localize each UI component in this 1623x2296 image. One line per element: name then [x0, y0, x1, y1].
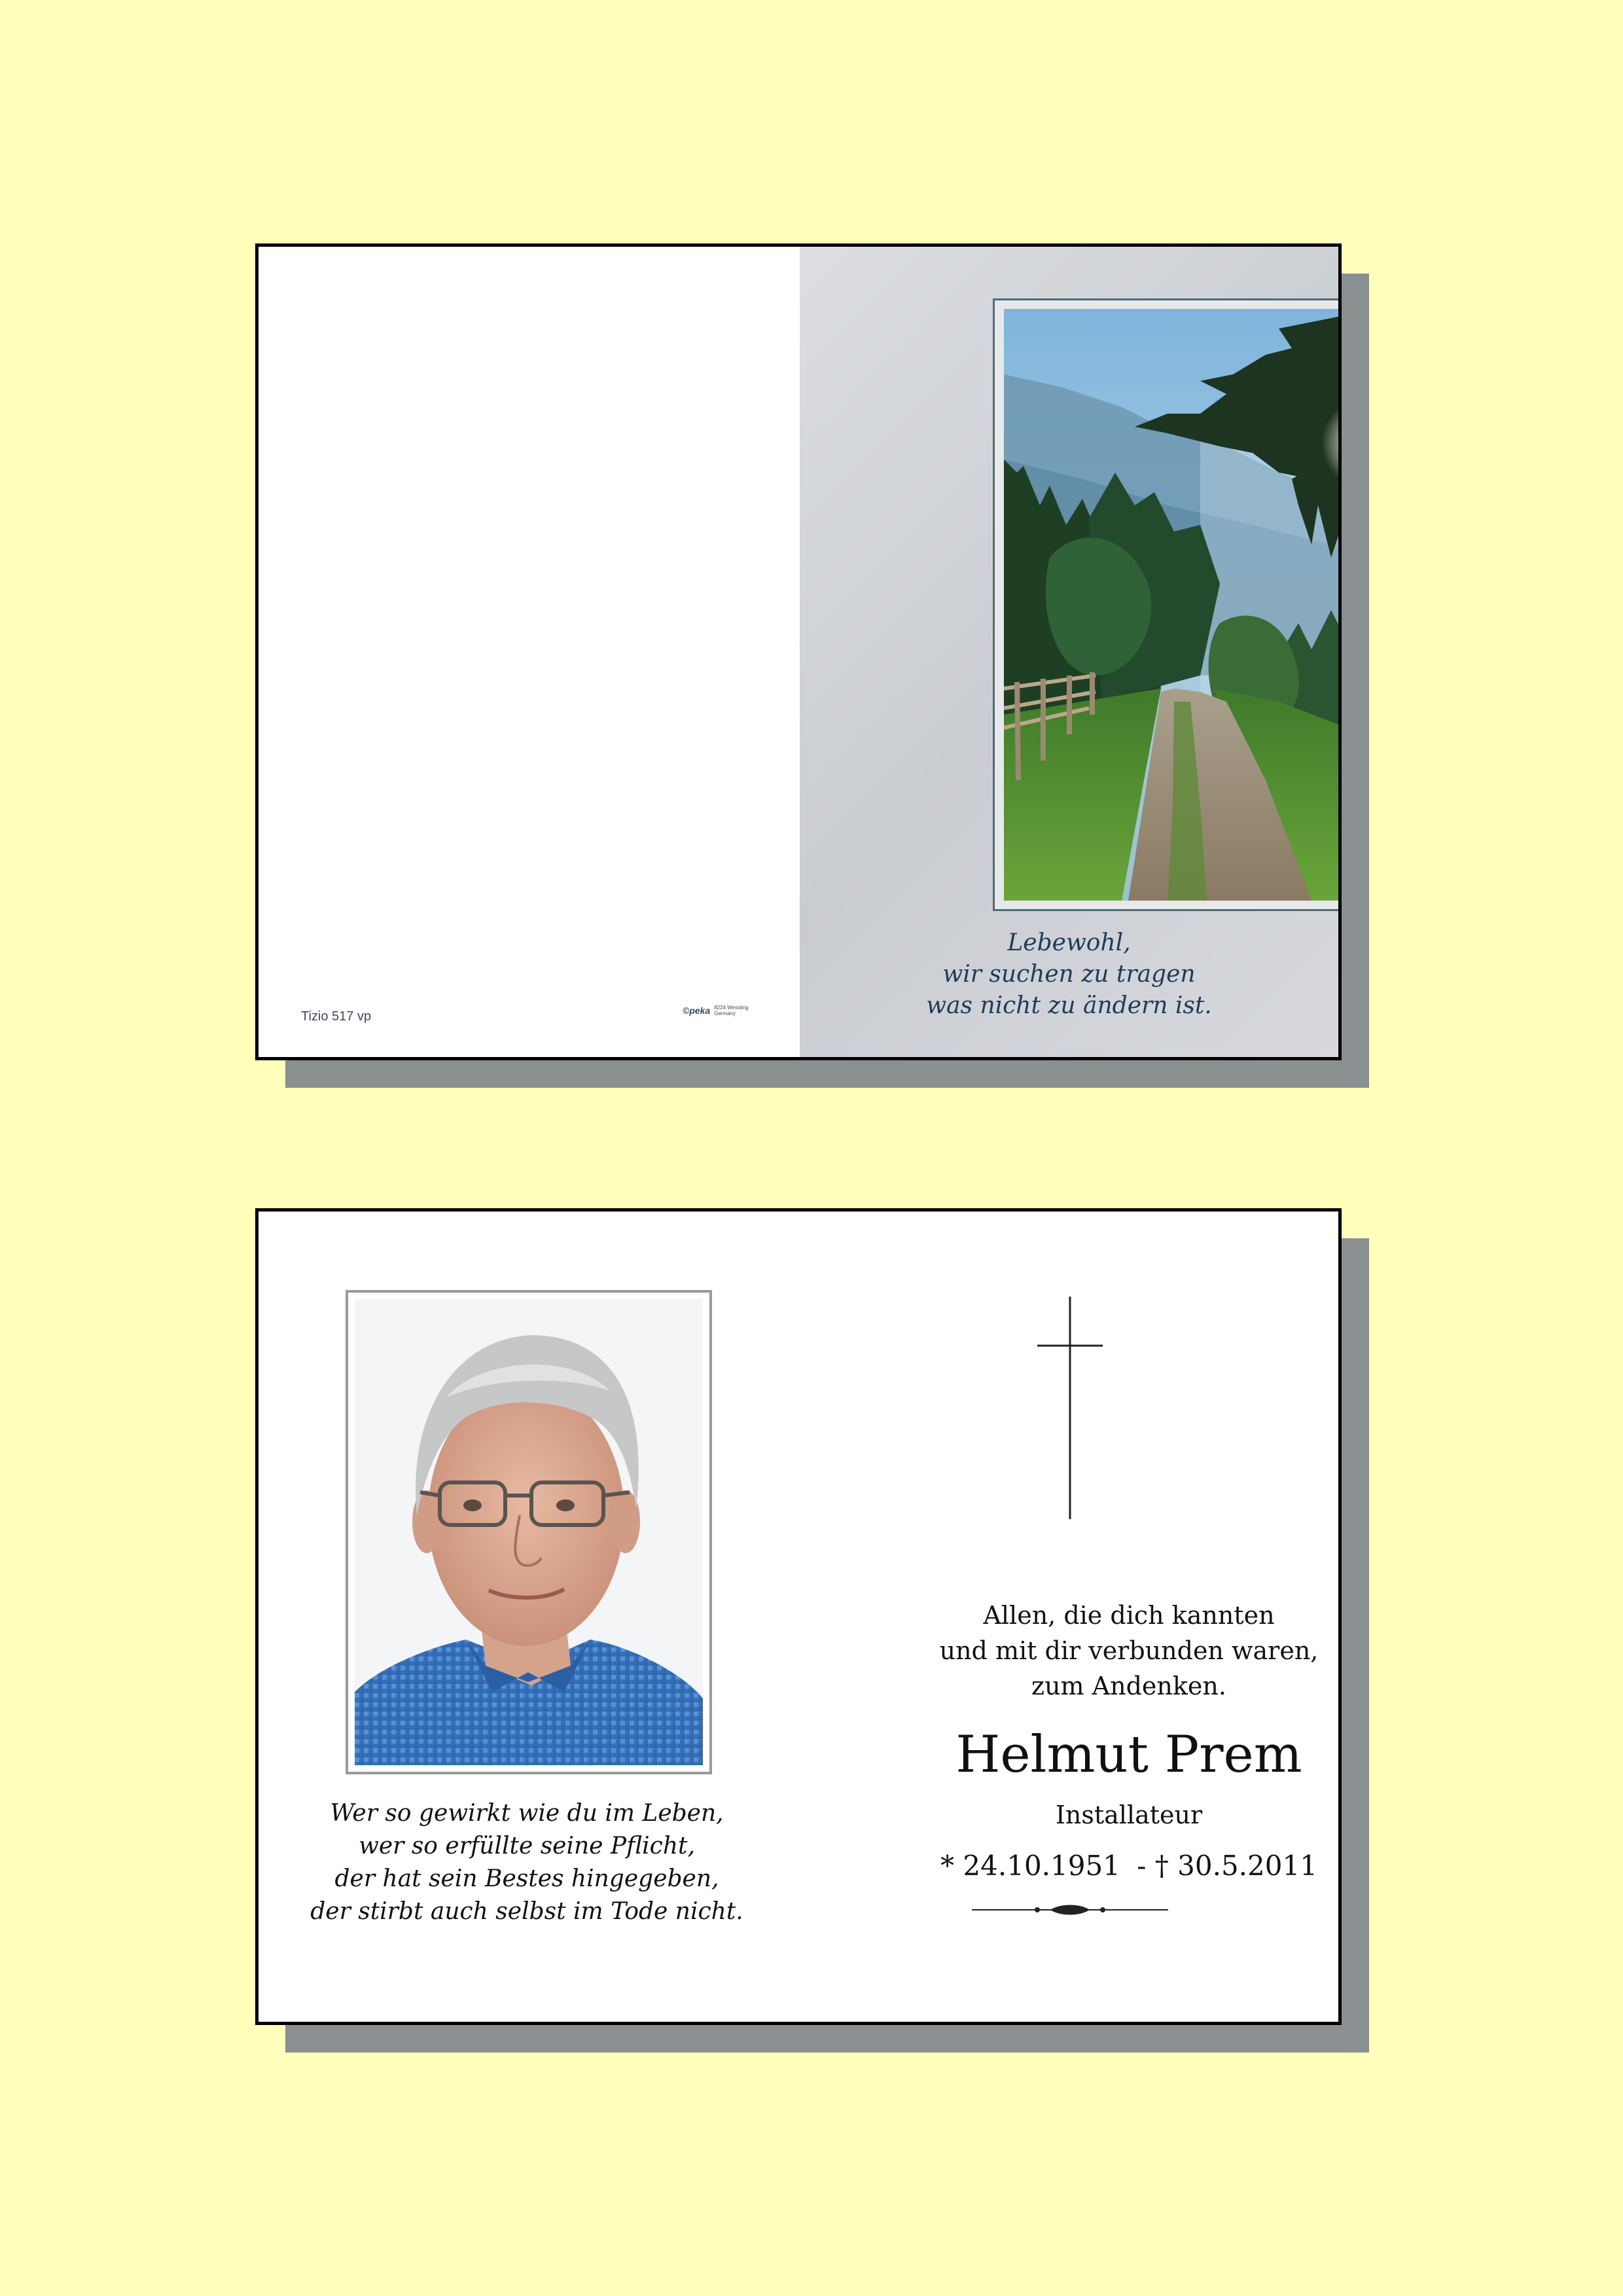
landscape-photo-frame: [993, 298, 1342, 911]
publisher-address-line1: 8224 Wessling: [714, 1005, 749, 1011]
motto-line-3: was nicht zu ändern ist.: [926, 992, 1212, 1019]
article-code: Tizio 517 vp: [301, 1009, 372, 1024]
publisher-address: [714, 1005, 748, 1016]
poem-line-1: Wer so gewirkt wie du im Leben,: [330, 1800, 724, 1827]
motto-line-1: Lebewohl,: [1007, 929, 1131, 956]
portrait-photo: [355, 1299, 703, 1765]
ornament-divider-icon: [972, 1902, 1168, 1918]
birth-date: * 24.10.1951: [940, 1850, 1120, 1882]
dedication-text: [834, 1598, 1342, 1704]
deceased-profession: Installateur: [1055, 1801, 1203, 1829]
outside-card-back-panel: [259, 247, 800, 1057]
motto-line-2: wir suchen zu tragen: [942, 961, 1196, 988]
publisher-address-line2: Germany: [714, 1011, 736, 1016]
death-date: - † 30.5.2011: [1137, 1850, 1317, 1882]
portrait-photo-frame: [346, 1290, 712, 1774]
life-dates: [834, 1850, 1342, 1882]
publisher-mark: [683, 1005, 749, 1016]
dedication-line-2: und mit dir verbunden waren,: [939, 1636, 1319, 1665]
outside-card: [255, 243, 1342, 1060]
dedication-line-3: zum Andenken.: [1031, 1672, 1226, 1700]
memorial-poem: [298, 1797, 756, 1928]
poem-line-2: wer so erfüllte seine Pflicht,: [359, 1833, 695, 1859]
landscape-photo: [1004, 309, 1342, 901]
inside-card: [255, 1208, 1342, 2025]
publisher-logo: ©peka: [683, 1005, 711, 1016]
deceased-name: Helmut Prem: [955, 1725, 1302, 1784]
poem-line-3: der hat sein Bestes hingegeben,: [334, 1865, 719, 1892]
poem-line-4: der stirbt auch selbst im Tode nicht.: [310, 1898, 743, 1925]
dedication-line-1: Allen, die dich kannten: [983, 1601, 1275, 1630]
cross-icon: [1031, 1297, 1109, 1519]
motto-text: [800, 927, 1338, 1022]
